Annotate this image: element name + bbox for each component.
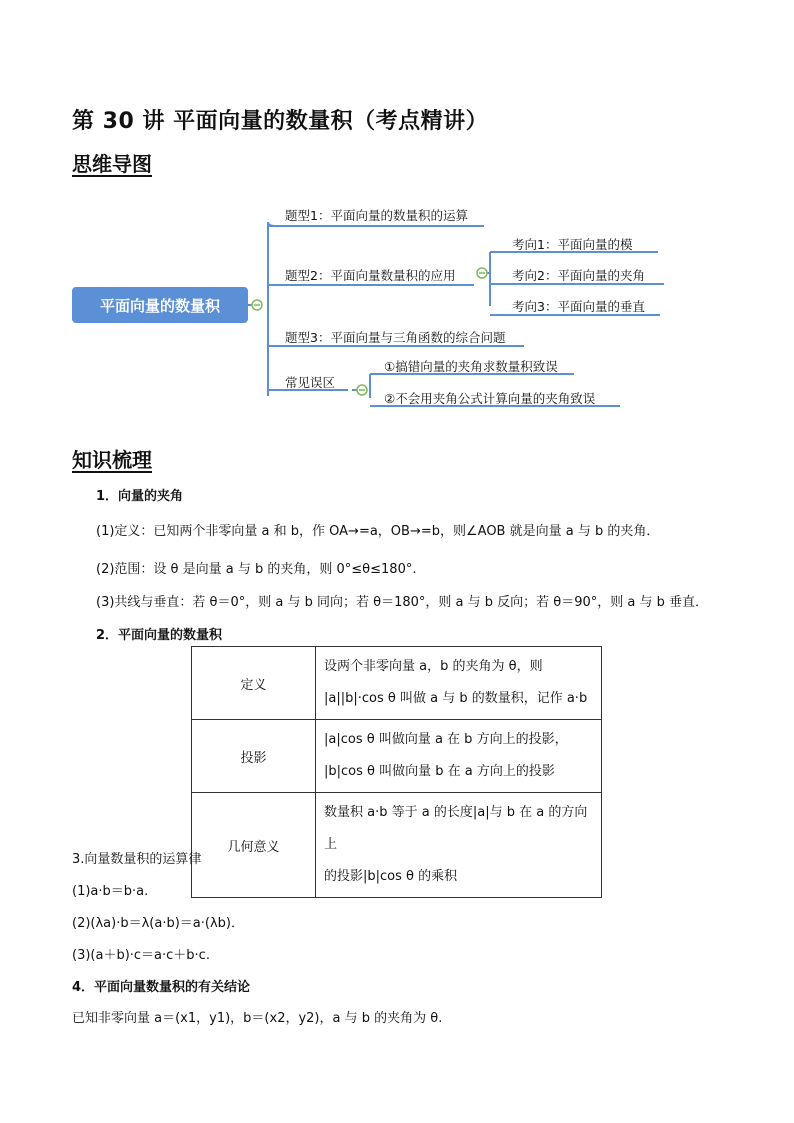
section-1-title: 1．向量的夹角 — [96, 489, 184, 504]
table-line: |b|cos θ 叫做向量 b 在 a 方向上的投影 — [324, 764, 555, 779]
knowledge-heading: 知识梳理 — [72, 448, 152, 472]
table-line: 的投影|b|cos θ 的乘积 — [324, 869, 458, 884]
table-line: |a|cos θ 叫做向量 a 在 b 方向上的投影， — [324, 732, 568, 747]
table-row — [192, 793, 602, 898]
mindmap-subnode-3[interactable]: 考向3：平面向量的垂直 — [512, 299, 645, 314]
mindmap-branch-3[interactable]: 题型3：平面向量与三角函数的综合问题 — [285, 330, 506, 345]
section-1-collinear: (3)共线与垂直：若 θ＝0°，则 a 与 b 同向；若 θ＝180°，则 a 与 b 反向；若 θ＝90°，则 a 与 b 垂直． — [96, 595, 709, 610]
mindmap-subnode-4[interactable]: ①搞错向量的夹角求数量积致误 — [384, 359, 558, 374]
mindmap-heading: 思维导图 — [72, 152, 152, 176]
mindmap-subnode-2[interactable]: 考向2：平面向量的夹角 — [512, 268, 645, 283]
rule-2: (2)(λa)·b＝λ(a·b)＝a·(λb)． — [72, 916, 244, 931]
table-key: 定义 — [192, 647, 316, 720]
mindmap-branch-2[interactable]: 题型2：平面向量数量积的应用 — [285, 268, 456, 283]
table-line: 数量积 a·b 等于 a 的长度|a|与 b 在 a 的方向上 — [324, 805, 588, 852]
table-line: |a||b|·cos θ 叫做 a 与 b 的数量积，记作 a·b — [324, 691, 588, 706]
table-line: 设两个非零向量 a，b 的夹角为 θ，则 — [324, 659, 543, 674]
section-4-text: 已知非零向量 a＝(x1，y1)，b＝(x2，y2)，a 与 b 的夹角为 θ. — [72, 1011, 443, 1026]
mindmap-subnode-1[interactable]: 考向1：平面向量的模 — [512, 237, 633, 252]
mindmap-branch-1[interactable]: 题型1：平面向量的数量积的运算 — [285, 208, 468, 223]
table-cell — [316, 647, 602, 720]
table-key: 投影 — [192, 720, 316, 793]
table-row — [192, 720, 602, 793]
section-2-title: 2．平面向量的数量积 — [96, 628, 223, 643]
table-row — [192, 647, 602, 720]
mindmap-subnode-5[interactable]: ②不会用夹角公式计算向量的夹角致误 — [384, 391, 596, 406]
section-4-title: 4．平面向量数量积的有关结论 — [72, 980, 251, 995]
table-key: 几何意义 — [192, 793, 316, 898]
section-3-title: 3.向量数量积的运算律 — [72, 852, 202, 867]
section-1-range: (2)范围：设 θ 是向量 a 与 b 的夹角，则 0°≤θ≤180°. — [96, 562, 417, 577]
rule-1: (1)a·b＝b·a. — [72, 884, 149, 899]
rule-3: (3)(a＋b)·c＝a·c＋b·c. — [72, 948, 210, 963]
document-title: 第 30 讲 平面向量的数量积（考点精讲） — [72, 109, 489, 134]
section-1-definition: (1)定义：已知两个非零向量 a 和 b，作 OA→=a，OB→=b，则∠AOB 就是向量 a 与 b 的夹角． — [96, 524, 660, 539]
table-cell — [316, 720, 602, 793]
mindmap-branch-4[interactable]: 常见误区 — [285, 375, 336, 390]
mindmap-root-node[interactable]: 平面向量的数量积 — [72, 287, 248, 323]
dot-product-table — [191, 646, 602, 898]
table-cell — [316, 793, 602, 898]
